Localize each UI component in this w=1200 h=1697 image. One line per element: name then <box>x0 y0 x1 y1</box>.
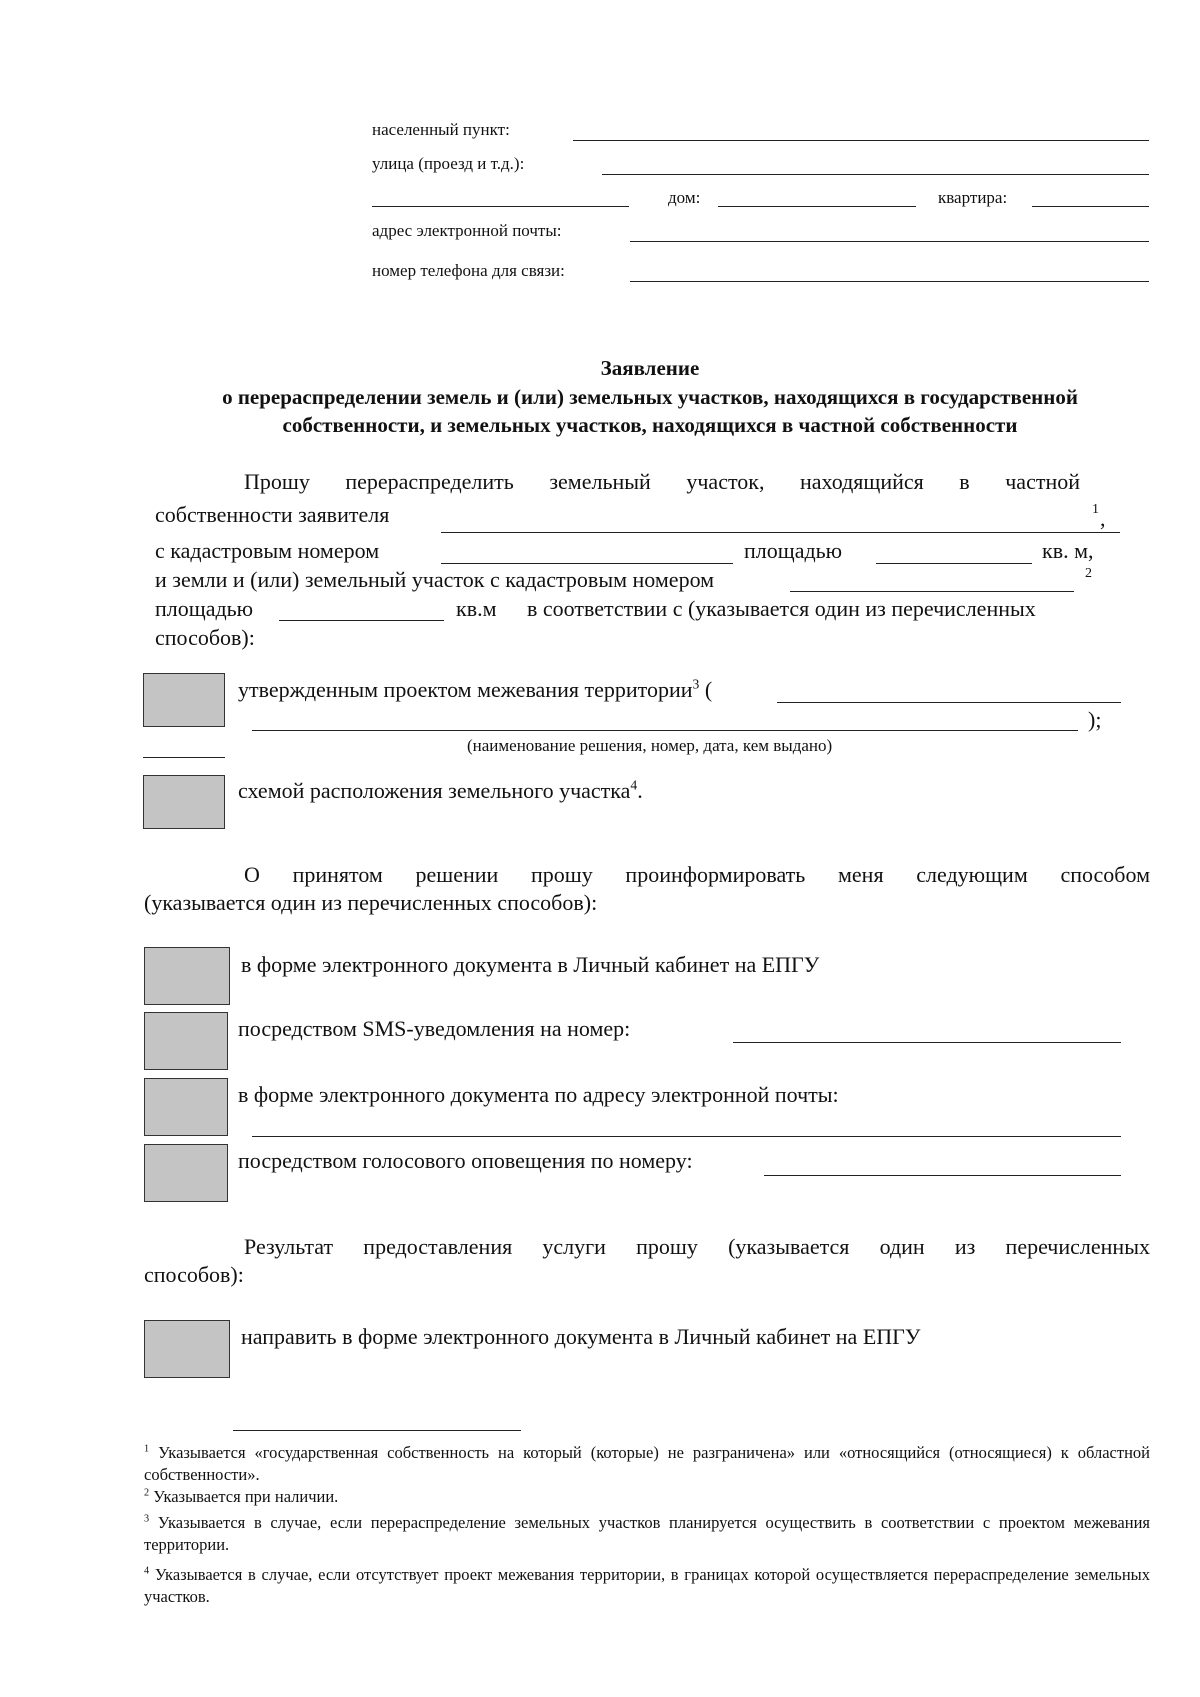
area2-field[interactable] <box>279 620 444 621</box>
request-line1: Прошу перераспределить земельный участок, находящийся в частной <box>244 469 1080 494</box>
project-checkbox[interactable] <box>143 673 225 727</box>
footnote-3-text: Указывается в случае, если перераспределение земельных участков планируется осуществить в соответствии с проектом межевания территории. <box>144 1513 1151 1554</box>
street-field[interactable] <box>602 174 1149 175</box>
result-intro-line2: способов): <box>144 1262 244 1287</box>
footnote-ref-4: 4 <box>630 777 638 793</box>
project-decision-field[interactable] <box>777 702 1121 703</box>
scheme-dot: . <box>637 778 643 803</box>
footnote-1-text: Указывается «государственная собственность на который (которые) не разграничена» или «относящийся (относящиеся) к областной собственности». <box>144 1443 1150 1484</box>
owner-field[interactable] <box>441 532 1120 533</box>
footnote-4-num: 4 <box>144 1565 150 1577</box>
project-decision-field-2[interactable] <box>252 730 1078 731</box>
email-field[interactable] <box>630 241 1149 242</box>
footnote-4-text: Указывается в случае, если отсутствует проект межевания территории, в границах которой осуществляется перераспределение земельных участков. <box>144 1565 1150 1606</box>
cadastral-field[interactable] <box>441 563 733 564</box>
area2-label: площадью <box>155 596 254 621</box>
footnote-2-num: 2 <box>144 1487 150 1499</box>
phone-label: номер телефона для связи: <box>372 261 565 280</box>
scheme-checkbox[interactable] <box>143 775 225 829</box>
project-paren-close: ); <box>1088 707 1102 732</box>
sms-phone-field[interactable] <box>733 1042 1121 1043</box>
result-intro-line1: Результат предоставления услуги прошу (указывается один из перечисленных <box>244 1234 1150 1259</box>
notify-voice-checkbox[interactable] <box>144 1144 228 1202</box>
phone-field[interactable] <box>630 281 1149 282</box>
notify-option-voice: посредством голосового оповещения по номеру: <box>238 1148 693 1173</box>
footnote-2 <box>144 1486 1150 1508</box>
footnote-1-num: 1 <box>144 1443 150 1455</box>
footnote-ref-1: 1 <box>1092 502 1099 517</box>
footnote-2-text: Указывается при наличии. <box>153 1487 339 1506</box>
project-paren-open: ( <box>704 677 713 702</box>
house-field[interactable] <box>718 206 916 207</box>
footnote-3 <box>144 1512 1150 1556</box>
result-epgu-checkbox[interactable] <box>144 1320 230 1378</box>
project-option-text: утвержденным проектом межевания территории <box>238 677 693 702</box>
apartment-label: квартира: <box>938 188 1008 207</box>
street-continued-field[interactable] <box>372 206 629 207</box>
footnote-3-num: 3 <box>144 1513 150 1525</box>
notify-option-sms: посредством SMS-уведомления на номер: <box>238 1016 631 1041</box>
project-hint: (наименование решения, номер, дата, кем выдано) <box>467 736 833 755</box>
email-label: адрес электронной почты: <box>372 221 562 240</box>
application-subtitle-line2: собственности, и земельных участков, находящихся в частной собственности <box>282 413 1018 437</box>
accordance-label: в соответствии с (указывается один из перечисленных <box>527 596 1036 621</box>
land-cadastral-field[interactable] <box>790 591 1074 592</box>
project-option <box>238 677 712 703</box>
notify-option-email: в форме электронного документа по адресу электронной почты: <box>238 1082 839 1107</box>
owner-comma: , <box>1100 506 1106 531</box>
scheme-option-text: схемой расположения земельного участка <box>238 778 631 803</box>
notify-email-checkbox[interactable] <box>144 1078 228 1136</box>
cadastral-label: с кадастровым номером <box>155 538 380 563</box>
locality-label: населенный пункт: <box>372 120 510 139</box>
street-label: улица (проезд и т.д.): <box>372 154 525 173</box>
project-underline <box>143 757 225 758</box>
notify-option-epgu: в форме электронного документа в Личный кабинет на ЕПГУ <box>241 952 820 977</box>
house-label: дом: <box>668 188 701 207</box>
application-title: Заявление <box>600 356 700 380</box>
footnote-4 <box>144 1564 1150 1608</box>
result-option-epgu: направить в форме электронного документа в Личный кабинет на ЕПГУ <box>241 1324 921 1349</box>
footnote-separator <box>233 1430 521 1431</box>
area-label: площадью <box>744 538 843 563</box>
sqm-label: кв. м, <box>1042 538 1094 563</box>
application-subtitle-line1: о перераспределении земель и (или) земельных участков, находящихся в государственной <box>222 385 1078 409</box>
footnote-ref-3: 3 <box>692 676 700 692</box>
scheme-option <box>238 778 643 804</box>
land-label: и земли и (или) земельный участок с кадастровым номером <box>155 567 715 592</box>
methods-label: способов): <box>155 625 255 650</box>
footnote-ref-2: 2 <box>1085 566 1092 581</box>
footnote-1 <box>144 1442 1150 1486</box>
apartment-field[interactable] <box>1032 206 1149 207</box>
notify-intro-line2: (указывается один из перечисленных способов): <box>144 890 598 915</box>
area-field[interactable] <box>876 563 1032 564</box>
sqm2-label: кв.м <box>456 596 497 621</box>
notify-sms-checkbox[interactable] <box>144 1012 228 1070</box>
voice-phone-field[interactable] <box>764 1175 1121 1176</box>
owner-label: собственности заявителя <box>155 502 390 527</box>
notify-epgu-checkbox[interactable] <box>144 947 230 1005</box>
notify-intro-line1: О принятом решении прошу проинформировать меня следующим способом <box>244 862 1150 887</box>
locality-field[interactable] <box>573 140 1149 141</box>
notify-email-field[interactable] <box>252 1136 1121 1137</box>
